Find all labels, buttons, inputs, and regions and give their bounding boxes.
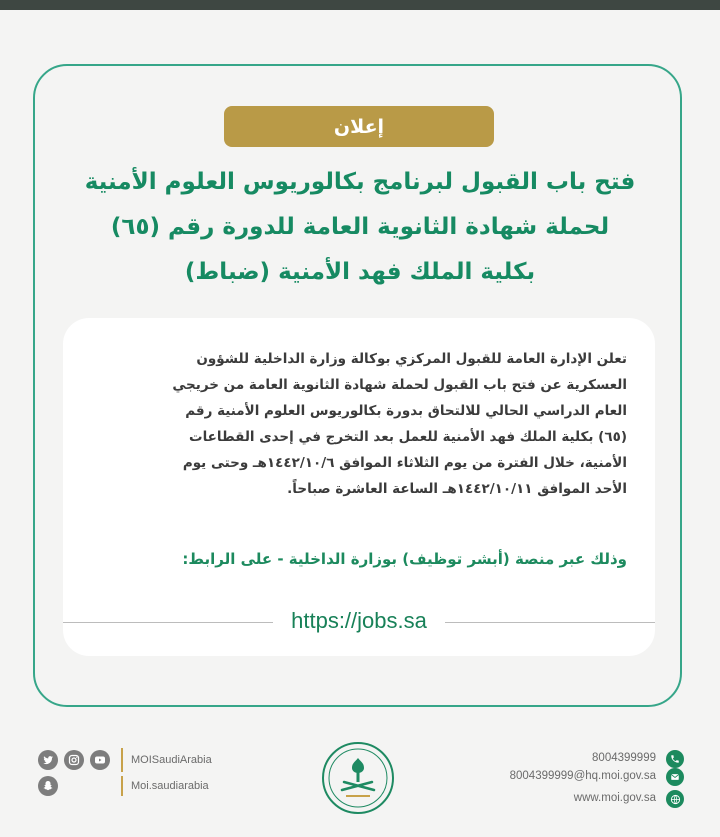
email-icon [666,768,684,786]
url-wrapper [63,608,655,634]
phone-icon [666,750,684,768]
announcement-body [87,346,627,502]
body-line: العسكرية عن فتح باب القبول لحملة شهادة الثانوية العامة من خريجي [172,377,627,393]
snapchat-icon[interactable] [38,776,58,796]
globe-icon [666,790,684,808]
body-line: (٦٥) بكلية الملك فهد الأمنية للعمل بعد التخرج في إحدى القطاعات [189,429,627,445]
title-line: فتح باب القبول لبرنامج بكالوريوس العلوم الأمنية [84,169,636,195]
details-card [63,318,655,656]
email-address[interactable]: 8004399999@hq.moi.gov.sa [509,770,656,782]
website-link[interactable]: www.moi.gov.sa [573,792,656,804]
phone-number[interactable]: 8004399999 [592,752,656,764]
body-line: الأحد الموافق ١٤٤٢/١٠/١١هـ الساعة العاشرة صباحاً. [287,481,627,497]
body-line: تعلن الإدارة العامة للقبول المركزي بوكالة وزارة الداخلية للشؤون [196,351,627,367]
ministry-emblem [322,742,394,814]
footer-divider [121,776,123,796]
announcement-title [60,160,660,295]
instagram-icon[interactable] [64,750,84,770]
social-handle[interactable]: MOISaudiArabia [131,754,212,766]
snapchat-handle[interactable]: Moi.saudiarabia [131,780,209,792]
footer-divider [121,748,123,772]
youtube-icon[interactable] [90,750,110,770]
body-line: الأمنية، خلال الفترة من يوم الثلاثاء الموافق ١٤٤٢/١٠/٦هـ وحتى يوم [182,455,627,471]
jobs-link[interactable]: https://jobs.sa [281,608,437,633]
twitter-icon[interactable] [38,750,58,770]
body-line: العام الدراسي الحالي للالتحاق بدورة بكالوريوس العلوم الأمنية رقم [185,403,627,419]
call-to-action: وذلك عبر منصة (أبشر توظيف) بوزارة الداخلية - على الرابط: [182,550,627,568]
top-bar [0,0,720,10]
announcement-badge: إعلان [224,106,494,147]
title-line: لحملة شهادة الثانوية العامة للدورة رقم (٦٥) [110,214,610,240]
title-line: بكلية الملك فهد الأمنية (ضباط) [184,259,536,285]
